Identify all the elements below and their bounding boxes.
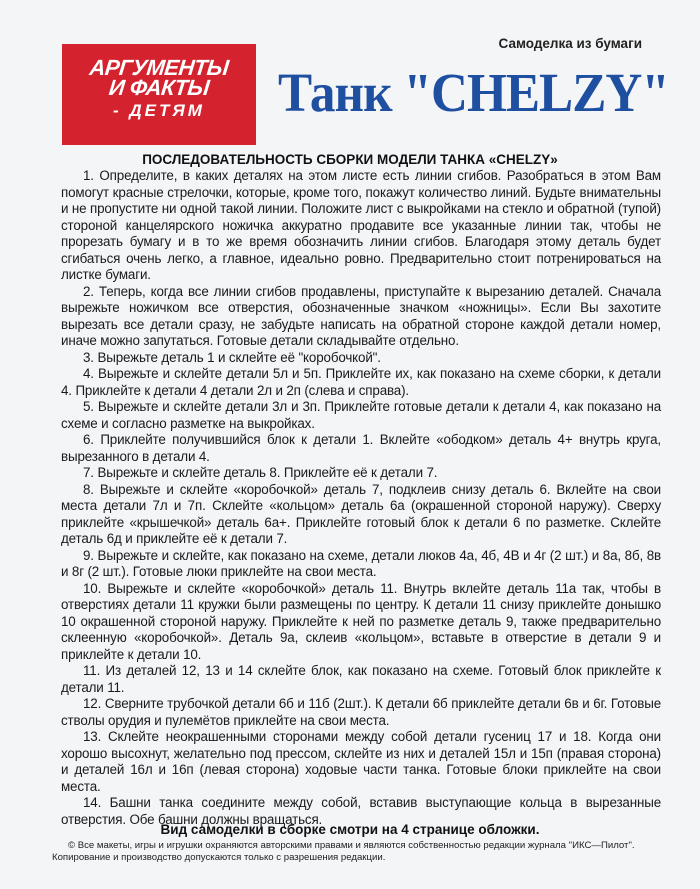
logo-line-2: И ФАКТЫ bbox=[107, 75, 211, 100]
step-4: 4. Вырежьте и склейте детали 5л и 5п. Приклейте их, как показано на схеме сборки, к детали 4. Приклейте к детали 4 детали 2л и 2п (слева и справа). bbox=[61, 366, 661, 398]
step-3: 3. Вырежьте деталь 1 и склейте её "коробочкой". bbox=[83, 349, 381, 365]
page-title: Танк "CHELZY" bbox=[278, 62, 669, 123]
step-14: 14. Башни танка соедините между собой, вставив выступающие кольца в вырезанные отверстия. Обе башни должны вращаться. bbox=[61, 795, 661, 827]
step-6: 6. Приклейте получившийся блок к детали 1. Вклейте «ободком» деталь 4+ внутрь круга, вырезанного в детали 4. bbox=[61, 432, 661, 464]
step-12: 12. Сверните трубочкой детали 6б и 11б (2шт.). К детали 6б приклейте детали 6в и 6г. Готовые стволы орудия и пулемётов приклейте на свои места. bbox=[61, 696, 661, 728]
step-5: 5. Вырежьте и склейте детали 3л и 3п. Приклейте готовые детали к детали 4, как показано на схеме и согласно разметке на выкройках. bbox=[61, 399, 661, 431]
copyright-line-2: Копирование и производство допускаются только с разрешения редакции. bbox=[52, 851, 386, 863]
step-9: 9. Вырежьте и склейте, как показано на схеме, детали люков 4а, 4б, 4В и 4г (2 шт.) и 8а, 8б, 8в и 8г (2 шт.). Готовые люки приклейте на свои места. bbox=[61, 547, 661, 579]
logo-line-3: - ДЕТЯМ bbox=[113, 101, 205, 120]
step-1: 1. Определите, в каких деталях на этом листе есть линии сгибов. Разобраться в этом Вам помогут красные стрелочки, которые, кроме того, покажут количество линий. Будьте внимательны и не пропустите ни одной такой линии. Положите лист с выкройками на стекло и обратной (тупой) стороной канцелярского ножичка аккуратно продавите все указанные линии так, чтобы не прорезать бумагу и в то же время обозначить линии сгибов. Благодаря этому деталь будет сгибаться очень легко, а главное, идеально ровно. Предварительно стоит потренироваться на листке бумаги. bbox=[61, 168, 661, 282]
logo-line-1: АРГУМЕНТЫ bbox=[88, 55, 230, 80]
series-label: Самоделка из бумаги bbox=[498, 36, 642, 51]
copyright-notice bbox=[52, 840, 672, 863]
instructions bbox=[61, 168, 661, 828]
step-7: 7. Вырежьте и склейте деталь 8. Приклейте её к детали 7. bbox=[83, 465, 438, 480]
copyright-line-1: © Все макеты, игры и игрушки охраняются авторскими правами и являются собственностью редакции журнала "ИКС—Пилот". bbox=[68, 840, 635, 851]
section-heading: ПОСЛЕДОВАТЕЛЬНОСТЬ СБОРКИ МОДЕЛИ ТАНКА «CHELZY» bbox=[142, 152, 558, 167]
step-8: 8. Вырежьте и склейте «коробочкой» деталь 7, подклеив снизу деталь 6. Вклейте на свои места детали 7л и 7п. Склейте «кольцом» деталь 6а (окрашенной стороной наружу). Сверху приклейте «крышечкой» деталь 6а+. Приклейте готовый блок к детали 6 по разметке. Склейте деталь 6д и приклейте её к детали 7. bbox=[61, 481, 661, 546]
publisher-logo bbox=[62, 44, 256, 145]
step-13: 13. Склейте неокрашенными сторонами между собой детали гусениц 17 и 18. Когда они хорошо высохнут, желательно под прессом, склейте из них и деталей 15л и 15п (правая сторона) и деталей 16л и 16п (левая сторона) ходовые части танка. Готовые блоки приклейте на свои места. bbox=[61, 729, 661, 794]
step-11: 11. Из деталей 12, 13 и 14 склейте блок, как показано на схеме. Готовый блок приклейте к детали 11. bbox=[61, 663, 661, 695]
footer-note: Вид самоделки в сборке смотри на 4 странице обложки. bbox=[160, 822, 540, 837]
step-10: 10. Вырежьте и склейте «коробочкой» деталь 11. Внутрь вклейте деталь 11а так, чтобы в отверстиях детали 11 кружки были размещены по центру. К детали 11 снизу приклейте донышко 10 окрашенной стороной наружу. Приклейте к ней по разметке деталь 9, также предварительно склеенную «коробочкой». Деталь 9а, склеив «кольцом», вставьте в отверстие в детали 9 и приклейте к детали 10. bbox=[61, 580, 661, 662]
step-2: 2. Теперь, когда все линии сгибов продавлены, приступайте к вырезанию деталей. Сначала вырежьте ножичком все отверстия, обозначенные значком «ножницы». Если Вы захотите вырезать все детали сразу, не забудьте написать на обратной стороне каждой детали номер, иначе можно запутаться. Готовые детали складывайте отдельно. bbox=[61, 283, 661, 348]
